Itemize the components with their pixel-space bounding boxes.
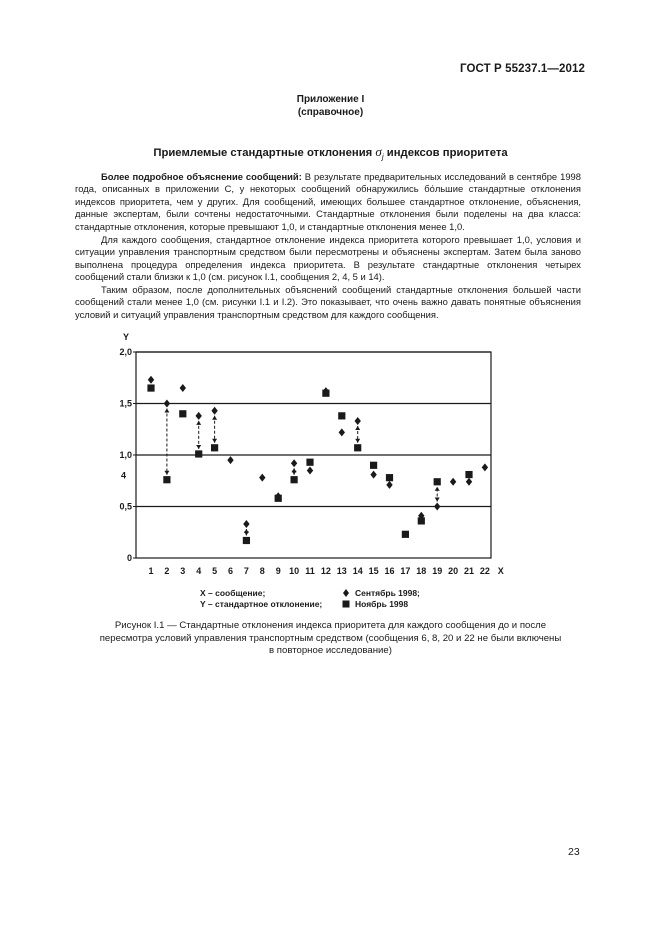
data-point-sep-1998 (148, 376, 154, 384)
change-arrow-head (212, 416, 217, 420)
data-point-nov-1998 (275, 495, 282, 502)
data-point-nov-1998 (370, 462, 377, 469)
x-tick-label: 10 (289, 566, 300, 576)
change-arrow-head (212, 439, 217, 443)
title-text-before: Приемлемые стандартные отклонения (153, 147, 376, 159)
document-code: ГОСТ Р 55237.1—2012 (460, 63, 585, 75)
annex-title: Приложение I (296, 94, 365, 105)
x-axis-label: X (497, 566, 504, 576)
y-tick-label: 2,0 (119, 347, 132, 357)
data-point-nov-1998 (291, 476, 298, 483)
x-tick-label: 4 (196, 566, 202, 576)
data-point-nov-1998 (195, 450, 202, 457)
figure-caption (90, 620, 571, 658)
data-point-sep-1998 (307, 466, 313, 474)
data-point-sep-1998 (466, 478, 472, 486)
data-point-sep-1998 (450, 478, 456, 486)
x-tick-label: 15 (368, 566, 379, 576)
legend-diamond-icon (343, 589, 349, 597)
x-tick-label: 2 (164, 566, 170, 576)
x-tick-label: 22 (479, 566, 490, 576)
x-tick-label: 8 (259, 566, 265, 576)
paragraph-3-text: Таким образом, после дополнительных объяснений сообщений стандартные отклонения большей части сообщений стали менее 1,0 (см. рисунки I.1 и I.2). Это показывает, что очень важно давать понятные объяснения условий и ситуаций управления транспортным средством для каждого сообщения. (75, 284, 581, 320)
paragraph-2-text: Для каждого сообщения, стандартное отклонение индекса приоритета которого превышает 1,0, условия и ситуации управления транспортным средством были пересмотрены и объяснены экспертам. Затем была заново выполнена процедура определения индекса приоритета. В результате стандартные отклонения четырех сообщений стали близки к 1,0 (см. рисунок I.1, сообщения 2, 4, 5 и 14). (75, 234, 581, 283)
data-point-nov-1998 (322, 390, 329, 397)
x-tick-label: 5 (212, 566, 218, 576)
legend-series-2: Ноябрь 1998 (355, 599, 409, 609)
data-point-sep-1998 (259, 474, 265, 482)
x-tick-label: 9 (275, 566, 281, 576)
change-arrow-head (244, 529, 249, 533)
data-point-nov-1998 (434, 478, 441, 485)
data-point-sep-1998 (243, 520, 249, 528)
x-tick-label: 14 (352, 566, 363, 576)
data-point-sep-1998 (180, 384, 186, 392)
data-point-sep-1998 (291, 459, 297, 467)
data-point-sep-1998 (370, 471, 376, 479)
sigma-subscript: j (381, 152, 384, 162)
data-point-nov-1998 (147, 384, 154, 391)
data-point-nov-1998 (418, 517, 425, 524)
y-axis-label: Y (122, 332, 130, 342)
x-tick-label: 18 (416, 566, 427, 576)
x-tick-label: 6 (227, 566, 234, 576)
paragraph-1-lead: Более подробное объяснение сообщений: (101, 171, 302, 182)
data-point-sep-1998 (386, 481, 392, 489)
caption-line-1: Рисунок I.1 — Стандартные отклонения индекса приоритета для каждого сообщения до и после (114, 620, 547, 631)
x-tick-label: 17 (400, 566, 411, 576)
page-number: 23 (568, 846, 580, 858)
caption-line-2: пересмотра условий управления транспортным средством (сообщения 6, 8, 20 и 22 не были включены (99, 632, 562, 644)
change-arrow-head (196, 445, 201, 449)
change-arrow-head (164, 409, 169, 413)
x-tick-label: 21 (463, 566, 475, 576)
y-tick-label: 0 (126, 553, 132, 563)
data-point-nov-1998 (465, 471, 472, 478)
data-point-sep-1998 (196, 412, 202, 420)
data-point-nov-1998 (211, 444, 218, 451)
data-point-sep-1998 (211, 407, 217, 415)
caption-line-3: в повторное исследование) (269, 645, 392, 657)
x-tick-label: 16 (384, 566, 395, 576)
data-point-nov-1998 (386, 474, 393, 481)
change-arrow-head (355, 439, 360, 443)
data-point-sep-1998 (339, 428, 345, 436)
x-tick-label: 13 (336, 566, 347, 576)
change-arrow-head (435, 498, 440, 502)
paragraph-1-text: В результате предварительных исследований в сентябре 1998 года, описанных в приложении С, у некоторых сообщений обнаружились бо́льшие стандартные отклонения индексов приоритета, чем у других. Для сообщений, имеющих большее стандартное отклонение, объяснения, данные экспертам, были сочтены недостаточными. Стандартные отклонения были поделены на два класса: стандартные отклонения, которые превышают 1,0, и стандартные отклонения менее 1,0. (75, 171, 581, 232)
x-tick-label: 7 (243, 566, 249, 576)
y-tick-label: 0,5 (119, 501, 132, 512)
x-tick-label: 3 (180, 566, 186, 576)
data-point-nov-1998 (243, 537, 250, 544)
x-tick-label: 20 (448, 566, 459, 576)
title-text-after: индексов приоритета (383, 147, 508, 159)
data-point-sep-1998 (227, 456, 233, 464)
legend-series-1: Сентябрь 1998; (355, 588, 420, 598)
y-tick-label: 1,5 (119, 398, 132, 409)
change-arrow-head (164, 471, 169, 475)
x-tick-label: 1 (148, 566, 154, 576)
data-point-nov-1998 (163, 476, 170, 483)
data-point-nov-1998 (179, 410, 186, 417)
sigma-symbol: σ (375, 144, 382, 159)
data-point-sep-1998 (355, 417, 361, 425)
legend-x-desc: X – сообщение; (200, 588, 266, 598)
data-point-sep-1998 (164, 400, 170, 408)
x-tick-label: 12 (320, 566, 331, 576)
change-arrow-head (196, 421, 201, 425)
data-point-nov-1998 (306, 459, 313, 466)
x-tick-label: 19 (432, 566, 443, 576)
change-arrow-head (355, 426, 360, 430)
legend-square-icon (343, 601, 350, 608)
data-point-nov-1998 (354, 444, 361, 451)
y-extra-label: 4 (120, 470, 126, 481)
data-point-sep-1998 (482, 463, 488, 471)
legend-y-desc: Y – стандартное отклонение; (200, 599, 323, 609)
change-arrow-head (435, 487, 440, 491)
change-arrow-head (292, 468, 297, 472)
data-point-nov-1998 (338, 412, 345, 419)
x-tick-label: 11 (305, 566, 315, 576)
data-point-sep-1998 (434, 503, 440, 511)
data-point-nov-1998 (402, 531, 409, 538)
annex-subtitle: (справочное) (297, 107, 364, 118)
y-tick-label: 1,0 (119, 450, 132, 460)
